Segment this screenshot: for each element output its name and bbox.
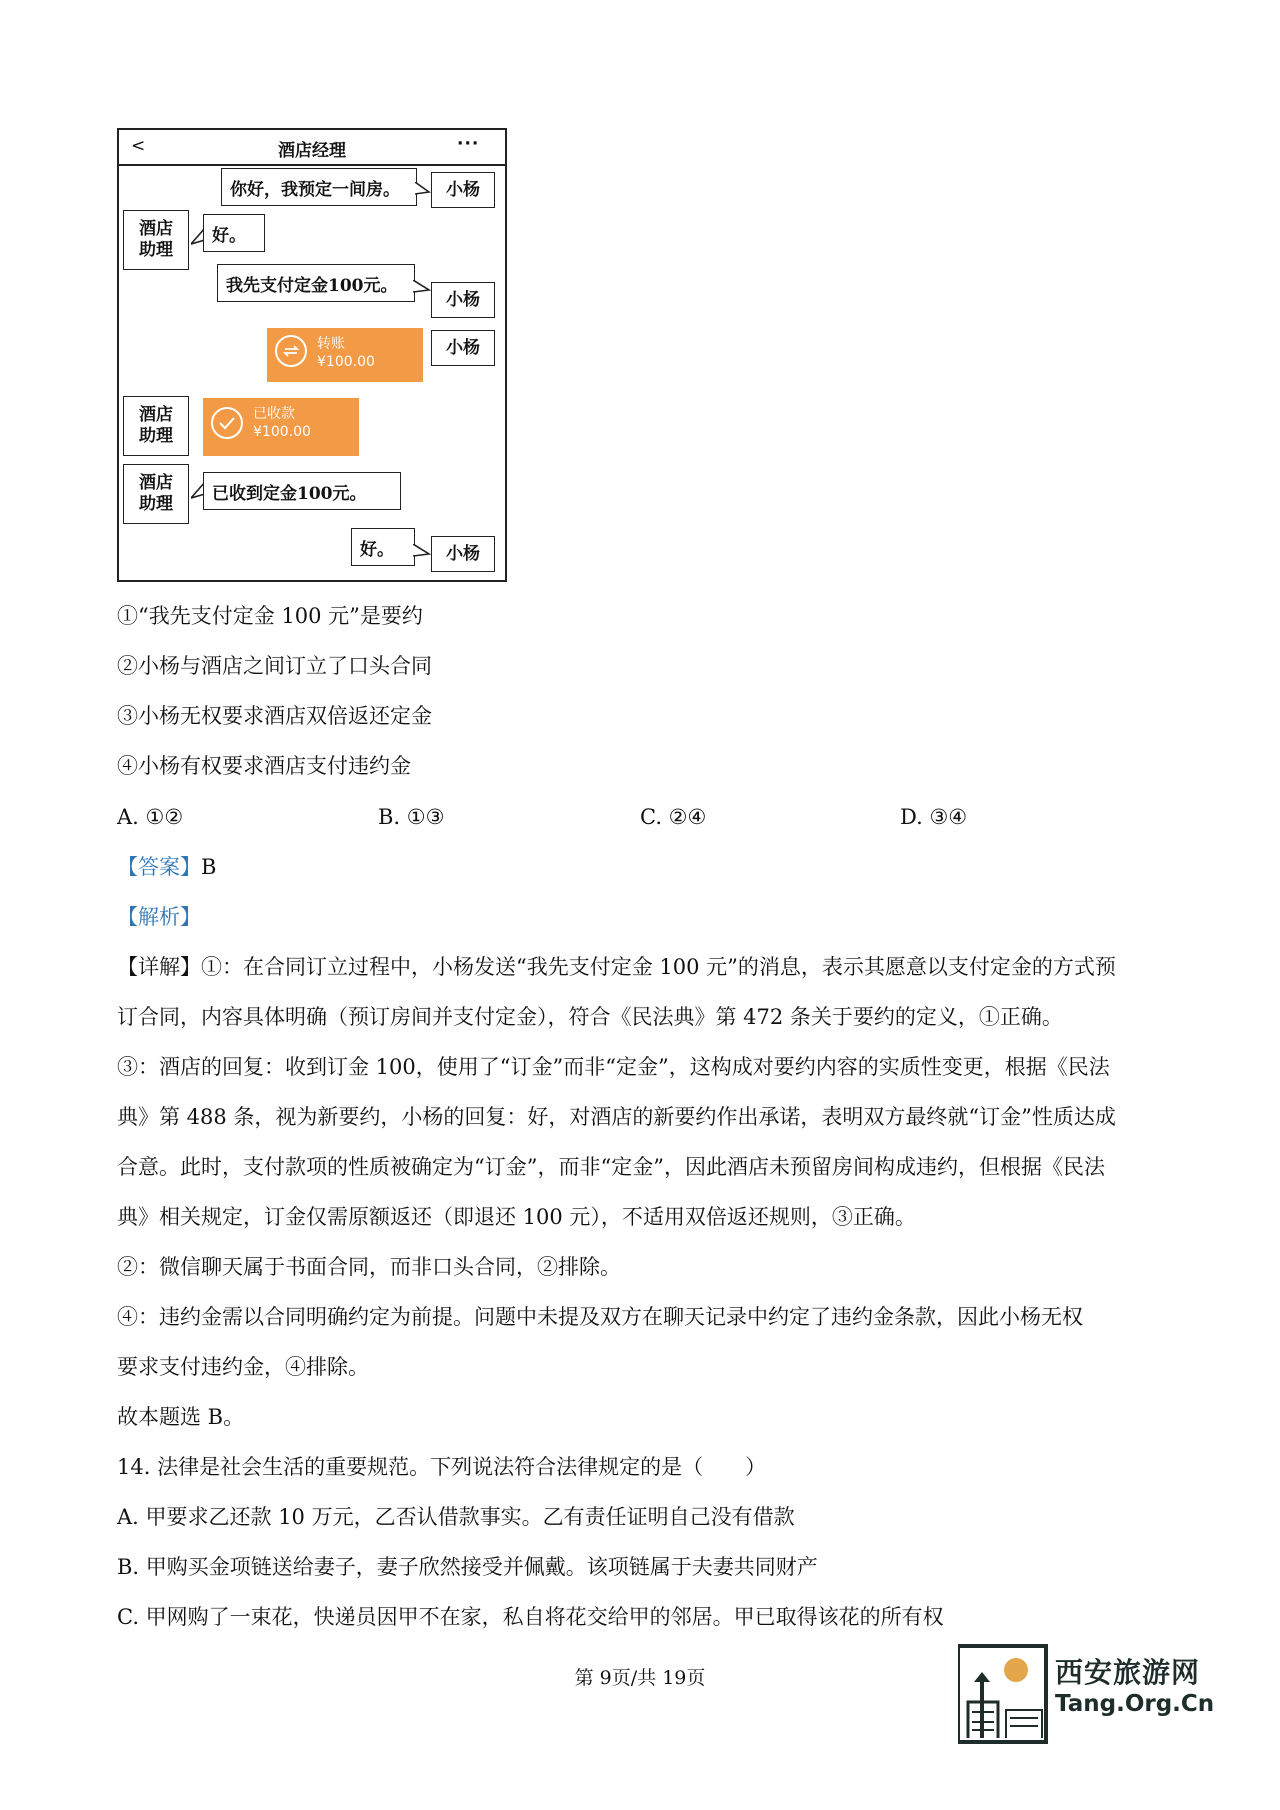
received-card: [203, 398, 359, 456]
message-bubble: 好。: [203, 214, 265, 252]
statement-1: ①“我先支付定金 100 元”是要约: [117, 604, 423, 628]
statement-2: ②小杨与酒店之间订立了口头合同: [117, 654, 432, 678]
answer-value: B: [201, 855, 217, 879]
option-a: A. ①②: [117, 805, 184, 829]
chat-header: [119, 130, 505, 166]
message-bubble: 你好，我预定一间房。: [221, 168, 417, 206]
analysis-label: 【解析】: [117, 905, 201, 929]
avatar-xiaoyang: 小杨: [431, 282, 495, 318]
question-14-option-c: C. 甲网购了一束花，快递员因甲不在家，私自将花交给甲的邻居。甲已取得该花的所有权: [117, 1605, 944, 1629]
avatar-hotel-assistant: 酒店 助理: [123, 464, 189, 524]
analysis-line: 订合同，内容具体明确（预订房间并支付定金），符合《民法典》第 472 条关于要约的定义，①正确。: [117, 1005, 1063, 1029]
statement-4: ④小杨有权要求酒店支付违约金: [117, 754, 411, 778]
avatar-xiaoyang: 小杨: [431, 330, 495, 366]
analysis-line: 合意。此时，支付款项的性质被确定为“订金”，而非“定金”，因此酒店未预留房间构成违约，但根据《民法: [117, 1155, 1105, 1179]
transfer-card: [267, 328, 423, 382]
message-bubble: 好。: [351, 528, 415, 566]
check-icon: [211, 407, 243, 439]
received-amount: ¥100.00: [253, 424, 311, 440]
avatar-xiaoyang: 小杨: [431, 536, 495, 572]
bubble-tail: [415, 182, 431, 198]
watermark-title: 西安旅游网: [1055, 1656, 1201, 1689]
received-label: 已收款: [253, 406, 295, 422]
bubble-tail: [413, 544, 431, 560]
answer-line: [117, 853, 216, 881]
question-14-option-a: A. 甲要求乙还款 10 万元，乙否认借款事实。乙有责任证明自己没有借款: [117, 1505, 795, 1529]
message-bubble: 我先支付定金100元。: [217, 264, 415, 302]
analysis-line: 典》第 488 条，视为新要约，小杨的回复：好，对酒店的新要约作出承诺，表明双方最终就“订金”性质达成: [117, 1105, 1116, 1129]
analysis-line: 【详解】①：在合同订立过程中，小杨发送“我先支付定金 100 元”的消息，表示其愿意以支付定金的方式预: [117, 955, 1116, 979]
chat-title: 酒店经理: [278, 141, 346, 161]
avatar-hotel-assistant: 酒店 助理: [123, 210, 189, 270]
analysis-line: ③：酒店的回复：收到订金 100，使用了“订金”而非“定金”，这构成对要约内容的实质性变更，根据《民法: [117, 1055, 1110, 1079]
option-d: D. ③④: [900, 805, 968, 829]
analysis-line: 故本题选 B。: [117, 1405, 245, 1429]
analysis-line: ④：违约金需以合同明确约定为前提。问题中未提及双方在聊天记录中约定了违约金条款，因此小杨无权: [117, 1305, 1083, 1329]
option-c: C. ②④: [640, 805, 707, 829]
avatar-xiaoyang: 小杨: [431, 172, 495, 208]
page-footer: 第 9页/共 19页: [574, 1667, 706, 1689]
analysis-line: 典》相关规定，订金仅需原额返还（即退还 100 元），不适用双倍返还规则，③正确。: [117, 1205, 916, 1229]
chat-screenshot-figure: [117, 128, 507, 582]
more-icon: ···: [457, 134, 480, 154]
watermark-url: Tang.Org.Cn: [1055, 1691, 1215, 1717]
back-icon: <: [131, 136, 146, 156]
bubble-tail: [413, 280, 431, 296]
analysis-line: 要求支付违约金，④排除。: [117, 1355, 369, 1379]
statement-3: ③小杨无权要求酒店双倍返还定金: [117, 704, 432, 728]
analysis-line: ②：微信聊天属于书面合同，而非口头合同，②排除。: [117, 1255, 621, 1279]
option-b: B. ①③: [378, 805, 445, 829]
avatar-hotel-assistant: 酒店 助理: [123, 396, 189, 456]
message-bubble: 已收到定金100元。: [203, 472, 401, 510]
transfer-icon: [275, 335, 307, 367]
question-14-option-b: B. 甲购买金项链送给妻子，妻子欣然接受并佩戴。该项链属于夫妻共同财产: [117, 1555, 818, 1579]
answer-label: 【答案】: [117, 855, 201, 879]
transfer-amount: ¥100.00: [317, 354, 375, 370]
question-14-stem: 14. 法律是社会生活的重要规范。下列说法符合法律规定的是（ ）: [117, 1455, 767, 1479]
transfer-label: 转账: [317, 336, 345, 352]
